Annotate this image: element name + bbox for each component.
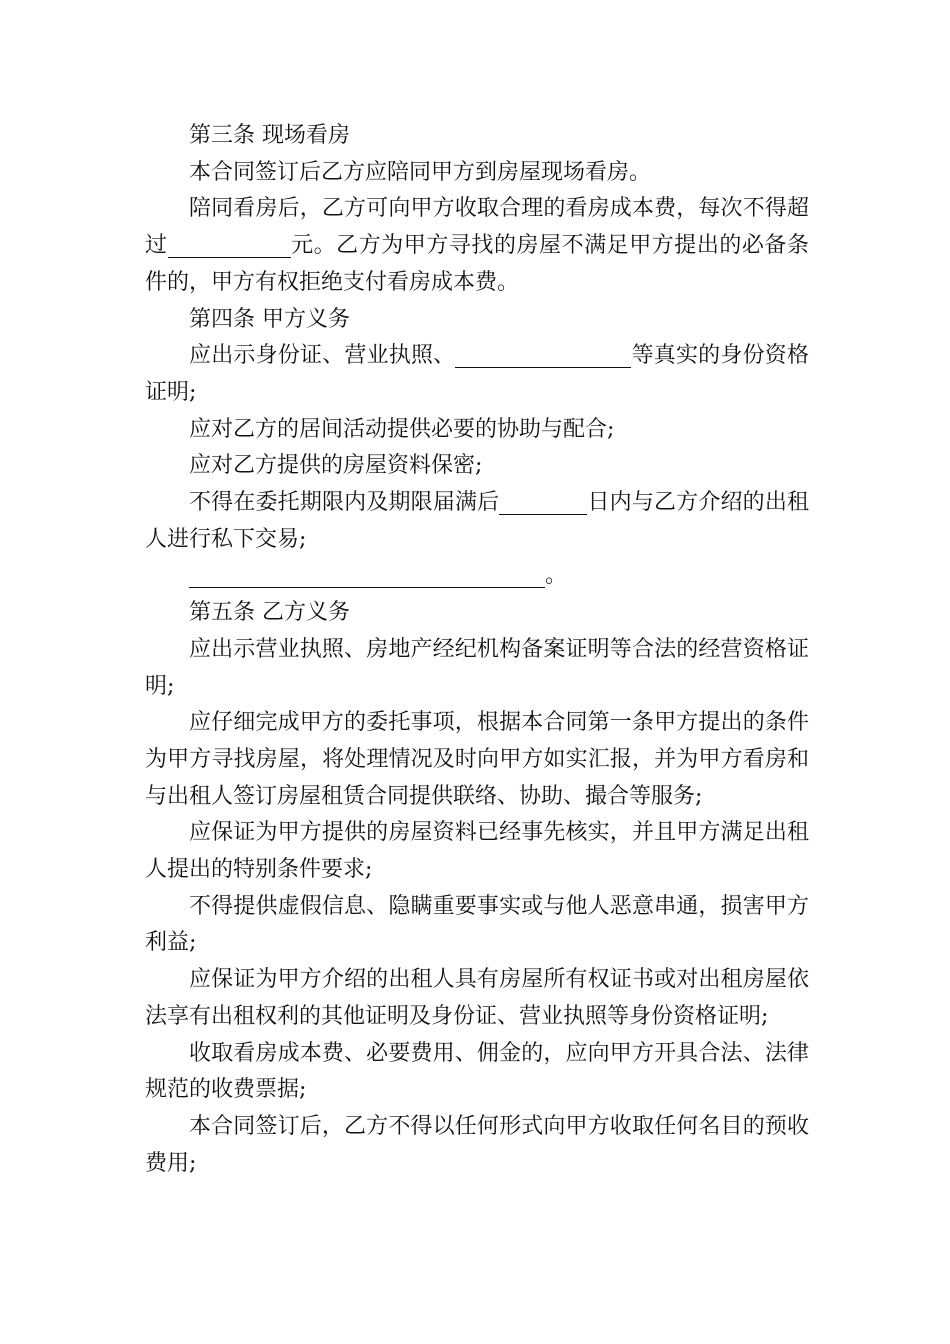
article-4-para-1-text-a: 应出示身份证、营业执照、 <box>189 343 456 369</box>
article-5-para-5: 应保证为甲方介绍的出租人具有房屋所有权证书或对出租房屋依法享有出租权利的其他证明及身份证、营业执照等身份资格证明; <box>145 967 809 1029</box>
id-document-blank <box>455 345 631 368</box>
document-body <box>145 118 809 1182</box>
article-4-para-5-text-b: 。 <box>545 563 568 589</box>
article-5-heading: 第五条 乙方义务 <box>189 600 350 626</box>
article-3-para-2-text-b: 元。乙方为甲方寻找的房屋不满足甲方提出的必备条件的，甲方有权拒绝支付看房成本费。 <box>145 233 809 295</box>
article-4-heading: 第四条 甲方义务 <box>189 306 350 332</box>
article-3-heading: 第三条 现场看房 <box>189 123 350 148</box>
article-5-para-3: 应保证为甲方提供的房屋资料已经事先核实，并且甲方满足出租人提出的特别条件要求; <box>145 820 809 883</box>
article-4-para-4-text-a: 不得在委托期限内及期限届满后 <box>189 490 500 516</box>
article-3-para-1: 本合同签订后乙方应陪同甲方到房屋现场看房。 <box>189 159 652 185</box>
article-3-para-2-text-a: 陪同看房后，乙方可向甲方收取合理的看房成本费，每次不得超过 <box>145 196 809 259</box>
article-5-para-7: 本合同签订后，乙方不得以任何形式向甲方收取任何名目的预收费用; <box>145 1113 809 1176</box>
article-5-para-6: 收取看房成本费、必要费用、佣金的，应向甲方开具合法、法律规范的收费票据; <box>145 1040 809 1103</box>
fee-blank <box>168 235 291 258</box>
article-4-para-1 <box>145 338 809 411</box>
article-4-para-5 <box>145 558 809 595</box>
article-4-para-2: 应对乙方的居间活动提供必要的协助与配合; <box>189 416 615 442</box>
article-5-para-2: 应仔细完成甲方的委托事项，根据本合同第一条甲方提出的条件为甲方寻找房屋，将处理情况及时向甲方如实汇报，并为甲方看房和与出租人签订房屋租赁合同提供联络、协助、撮合等服务; <box>145 710 809 809</box>
other-obligation-blank <box>189 565 545 588</box>
article-4-para-1-text-b: 等真实的身份资格证明; <box>145 343 809 405</box>
days-blank <box>499 492 587 515</box>
article-5-para-1: 应出示营业执照、房地产经纪机构备案证明等合法的经营资格证明; <box>145 636 809 699</box>
article-4-para-4 <box>145 485 809 558</box>
article-4-para-3: 应对乙方提供的房屋资料保密; <box>189 453 483 479</box>
article-3-para-2 <box>145 191 809 301</box>
article-5-para-4: 不得提供虚假信息、隐瞒重要事实或与他人恶意串通，损害甲方利益; <box>145 893 809 956</box>
article-4-para-4-text-b: 日内与乙方介绍的出租人进行私下交易; <box>145 490 809 552</box>
